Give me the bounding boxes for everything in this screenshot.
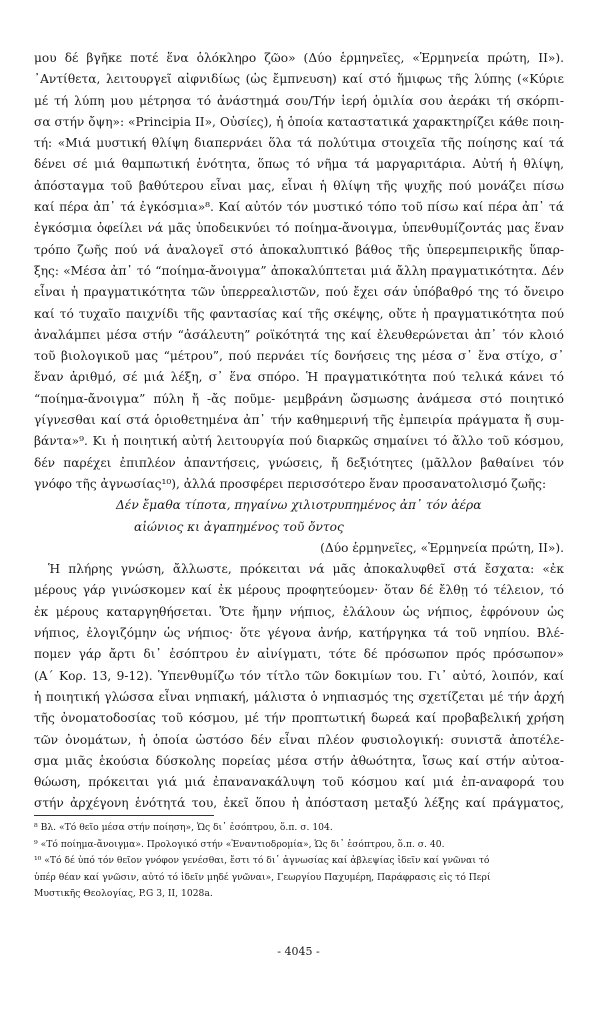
footnote-10: ¹⁰ «Τό δέ ὑπό τόν θεῖον γνόφον γενέσθαι, ἔστι τό δι᾿ ἀγνωσίας καί ἀβλεψίας ἰδεῖν καί γνῶναι τό xyxy=(34,855,490,866)
text-line: ᾿Αντίθετα, λειτουργεῖ αἰφνιδίως (ὡς ἔμπνευση) καί στό ἥμιφως τῆς λύπης («Κύριε xyxy=(34,72,564,87)
text-line: τῶν ὀνομάτων, ἡ ὁποία ὡστόσο δέν εἶναι πλέον φυσιολογική: συνιστᾶ ἀποτέλε- xyxy=(34,732,564,747)
poem-line: αἰώνιος κι ἀγαπημένος τοῦ ὄντος xyxy=(134,519,344,534)
main-text xyxy=(34,48,564,815)
text-line: ἕναν ἀριθμό, σέ μιά λέξη, σ᾿ ἕνα σπόρο. Ἡ πραγματικότητα πού τελικά κάνει τό xyxy=(34,370,564,385)
text-line: δέν παρέχει ἐπιπλέον ἀπαντήσεις, γνώσεις, ἤ δεξιότητες (μᾶλλον βαθαίνει τόν xyxy=(34,455,564,470)
footnote-10-cont: ὑπέρ θέαν καί γνῶσιν, αὐτό τό ἰδεῖν μηδέ γνῶναι», Γεωργίου Παχυμέρη, Παράφρασις εἰς τό Περί xyxy=(34,871,491,883)
text-line: μέ τή λύπη μου μέτρησα τό ἀνάστημά σου/Τήν ἱερή ὁμιλία σου ἀεράκι τή σκόρπι- xyxy=(34,93,564,108)
text-line: καί τό τυχαῖο παιχνίδι τῆς φαντασίας καί τῆς σκέψης, οὔτε ἡ πραγματικότητα πού xyxy=(34,306,564,321)
poem-source: (Δύο ἑρμηνεῖες, «Ἑρμηνεία πρώτη, II»). xyxy=(320,540,564,555)
footnote-10-cont: Μυστικῆς Θεολογίας, P.G 3, II, 1028a. xyxy=(34,888,213,899)
text-line: στήν ἀρχέγονη ἑνότητά του, ἐκεῖ ὅπου ἡ ἀπόσταση μεταξύ λέξης καί πράγματος, xyxy=(34,796,564,811)
text-line: ἐγκόσμια ὀφείλει νά μᾶς ὑποδεικνύει τό ποίημα-ἄνοιγμα, ὑπενθυμίζοντάς μας ἕναν xyxy=(34,221,564,236)
text-line: πομεν γάρ ἄρτι δι᾿ ἐσόπτρου ἐν αἰνίγματι, τότε δέ πρόσωπον πρός πρόσωπον» xyxy=(34,647,564,662)
page-number: - 4045 - xyxy=(277,945,320,958)
text-line: νήπιος, ἐλογιζόμην ὡς νήπιος· ὅτε γέγονα ἀνήρ, κατήργηκα τά τοῦ νηπίου. Βλέ- xyxy=(34,626,564,641)
text-line: ἀναλάμπει μέσα στήν “ἀσάλευτη” ροϊκότητά της καί ἐλευθερώνεται ἀπ᾿ τόν κλοιό xyxy=(34,327,564,342)
poem-line: Δέν ἔμαθα τίποτα, πηγαίνω χιλιοτρυπημένος ἀπ᾿ τόν ἀέρα xyxy=(116,498,482,513)
text-line: γίγνεσθαι καί στά ὁριοθετημένα ἀπ᾿ τήν καθημερινή τῆς ἐμπειρία πράγματα ἤ συμ- xyxy=(34,413,564,428)
text-line: γνόφο τῆς ἀγνωσίας¹⁰), ἀλλά προσφέρει περισσότερο ἕναν προσανατολισμό ζωῆς: xyxy=(34,476,547,491)
text-line: τοῦ βιολογικοῦ μας “μέτρου”, πού περνάει τίς δονήσεις της μέσα σ᾿ ἕνα στίχο, σ᾿ xyxy=(34,349,564,364)
text-line: μου δέ βγῆκε ποτέ ἕνα ὁλόκληρο ζῶο» (Δύο ἑρμηνεῖες, «Ἑρμηνεία πρώτη, II»). xyxy=(34,51,564,65)
text-line: σα στήν ὄψη»: «Principia II», Οὐσίες), ἡ ὁποία καταστατικά χαρακτηρίζει κάθε ποιη- xyxy=(34,114,564,129)
text-line: τή: «Μιά μυστική θλίψη διαπερνάει ὅλα τά πολύτιμα στοιχεῖα τῆς ποίησης καί τά xyxy=(34,136,564,151)
text-line: εἶναι ἡ πραγματικότητα τῶν ὑπερρεαλιστῶν, πού ἔχει σάν ὑπόβαθρό της τό ὄνειρο xyxy=(34,285,564,300)
text-line: ἡ ποιητική γλώσσα εἶναι νηπιακή, μάλιστα ὁ νηπιασμός της σχετίζεται μέ τήν ἀρχή xyxy=(34,689,564,704)
text-line: Ἡ πλήρης γνώση, ἄλλωστε, πρόκειται νά μᾶς ἀποκαλυφθεῖ στά ἔσχατα: «ἐκ xyxy=(48,562,564,577)
text-line: “ποίημα-ἄνοιγμα” πύλη ἤ -ἄς ποῦμε- μεμβράνη ὤσμωσης ἀνάμεσα στό ποιητικό xyxy=(34,391,564,406)
text-line: ἀπόσταγμα τοῦ βαθύτερου εἶναι μας, εἶναι ἡ θλίψη τῆς ψυχῆς πού μονάζει πίσω xyxy=(34,178,564,193)
text-line: σμα μιᾶς ἑκούσια δύσκολης πορείας μέσα στήν ἀθωότητα, ἴσως καί στήν αὐτοα- xyxy=(34,753,564,768)
text-line: καί πέρα ἀπ᾿ τά ἐγκόσμια»⁸. Καί αὐτόν τόν μυστικό τόπο τοῦ πίσω καί πέρα ἀπ᾿ τά xyxy=(34,200,564,215)
footnote-divider xyxy=(34,815,214,816)
text-line: δένει σέ μιά θαμπωτική ἑνότητα, ὅπως τό νῆμα τά μαργαριτάρια. Αὐτή ἡ θλίψη, xyxy=(34,157,564,172)
text-line: θώωση, πρόκειται γιά μιά ἐπανανακάλυψη τοῦ κόσμου καί μιά ἐπ-αναφορά του xyxy=(34,775,564,790)
footnotes xyxy=(34,820,564,903)
text-line: (Α΄ Κορ. 13, 9-12). Ὑπενθυμίζω τόν τίτλο τῶν δοκιμίων του. Γι᾿ αὐτό, λοιπόν, καί xyxy=(34,668,564,683)
text-line: τῆς ὀνοματοδοσίας τοῦ κόσμου, μέ τήν προπτωτική δωρεά καί προβαβελική χρήση xyxy=(34,711,564,726)
footnote-8: ⁸ Βλ. «Τό θεῖο μέσα στήν ποίηση», Ὡς δι᾿ ἐσόπτρου, ὅ.π. σ. 104. xyxy=(34,822,333,833)
text-line: βάντα»⁹. Κι ἡ ποιητική αὐτή λειτουργία πού διαρκῶς σημαίνει τό ἄλλο τοῦ κόσμου, xyxy=(34,434,564,449)
footnote-9: ⁹ «Τό ποίημα-ἄνοιγμα». Προλογικό στήν «Ἐναντιοδρομία», Ὡς δι᾿ ἐσόπτρου, ὅ.π. σ. 40. xyxy=(34,838,445,850)
text-line: τρόπο ζωῆς πού νά ἀναλογεῖ στό ἀποκαλυπτικό βάθος τῆς ὑπερεμπειρικῆς ὕπαρ- xyxy=(34,242,564,257)
text-line: ἐκ μέρους καταργηθήσεται. Ὅτε ἤμην νήπιος, ἐλάλουν ὡς νήπιος, ἐφρόνουν ὡς xyxy=(34,604,564,619)
text-line: μέρους γάρ γινώσκομεν καί ἐκ μέρους προφητεύομεν· ὅταν δέ ἔλθῃ τό τέλειον, τό xyxy=(34,583,564,598)
text-line: ξης: «Μέσα ἀπ᾿ τό “ποίημα-ἄνοιγμα” ἀποκαλύπτεται μιά ἄλλη πραγματικότητα. Δέν xyxy=(34,263,564,278)
